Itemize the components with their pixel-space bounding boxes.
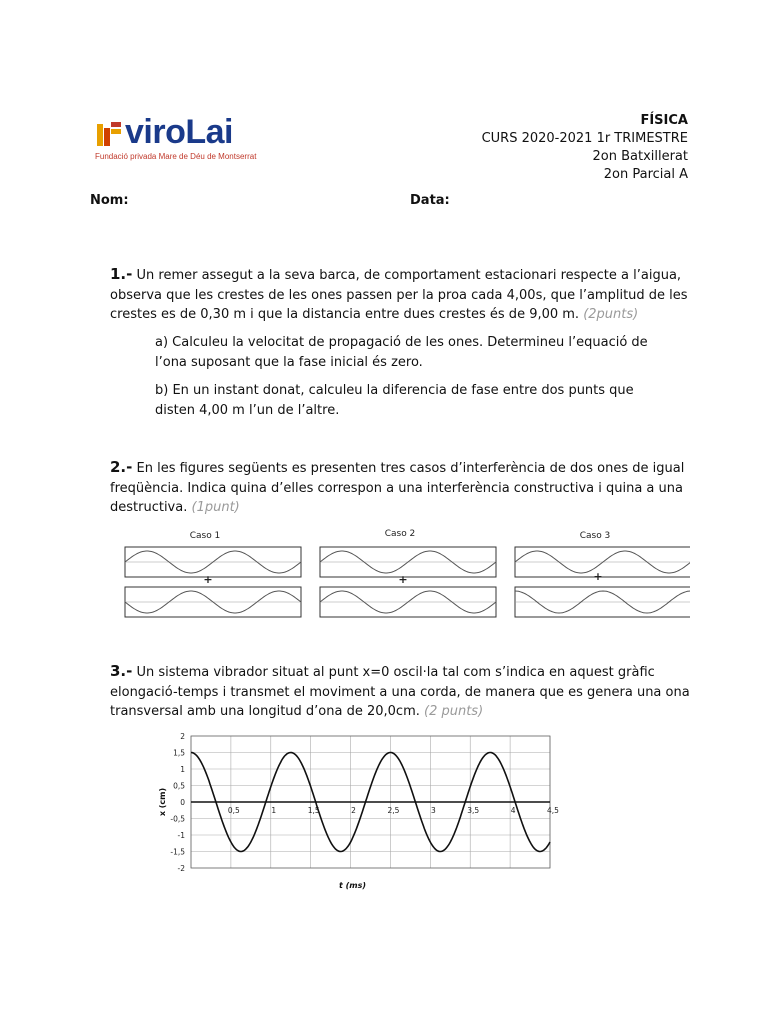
x-tick-label: 0,5: [227, 806, 240, 815]
x-tick-label: 4: [510, 806, 516, 815]
x-tick-label: 3: [430, 806, 436, 815]
x-tick-label: 4,5: [547, 806, 559, 815]
case-label: Caso 3: [579, 531, 611, 541]
question-3: [110, 662, 690, 722]
question-3-points: (2 punts): [424, 704, 484, 719]
course-label: CURS 2020-2021 1r TRIMESTRE: [481, 131, 688, 146]
plus-sign: +: [398, 573, 408, 586]
plus-sign: +: [593, 570, 603, 583]
logo-name: viroLai: [125, 113, 233, 151]
question-1a: a) Calculeu la velocitat de propagació de les ones. Determineu l’equació de l’ona suposant que la fase inicial és zero.: [155, 335, 648, 370]
question-3-text: Un sistema vibrador situat al punt x=0 oscil·la tal com s’indica en aquest gràfic elongació-temps i transmet el moviment a una corda, de manera que es genera una ona transversal amb una longitud d’ona de 20,0cm.: [110, 665, 690, 719]
y-tick-label: -2: [177, 864, 185, 873]
question-1-text: Un remer assegut a la seva barca, de comportament estacionari respecte a l’aigua, observa que les crestes de les ones passen per la proa cada 4,00s, que l’amplitud de les crestes es de 0,30 m i que la distancia entre dues crestes és de 9,00 m.: [110, 268, 688, 322]
question-2-number: 2.-: [110, 458, 133, 476]
date-field-label: Data:: [410, 193, 450, 208]
question-2-text: En les figures següents es presenten tres casos d’interferència de dos ones de igual freqüència. Indica quina d’elles correspon a una interferència constructiva i quina a una destructiva.: [110, 461, 685, 515]
level-label: 2on Batxillerat: [592, 149, 688, 164]
y-tick-label: 1,5: [173, 748, 185, 758]
logo-mark-icon: [95, 118, 123, 150]
question-3-number: 3.-: [110, 662, 133, 680]
question-2-points: (1punt): [191, 500, 240, 515]
case-label: Caso 2: [384, 529, 416, 539]
y-tick-label: -1,5: [170, 847, 185, 857]
subject-title: FÍSICA: [640, 113, 688, 128]
name-field-label: Nom:: [90, 193, 129, 208]
y-tick-label: -1: [177, 831, 185, 840]
y-tick-label: 2: [180, 732, 185, 741]
logo-subtitle: Fundació privada Mare de Déu de Montserrat: [95, 152, 257, 161]
y-tick-label: 0: [180, 798, 185, 807]
y-tick-label: -0,5: [170, 814, 185, 824]
x-tick-label: 1: [271, 806, 277, 815]
y-tick-label: 1: [180, 765, 185, 774]
question-2: [110, 458, 690, 518]
elongation-time-chart: [155, 728, 560, 893]
plus-sign: +: [203, 573, 213, 586]
school-logo: [95, 112, 285, 168]
exam-header: [482, 112, 688, 184]
x-tick-label: 1,5: [307, 806, 320, 815]
question-1-points: (2punts): [583, 307, 639, 322]
question-1: [110, 265, 690, 325]
x-axis-label: t (ms): [338, 881, 367, 890]
interference-figure: [110, 522, 690, 622]
x-tick-label: 2,5: [387, 806, 400, 815]
question-1-number: 1.-: [110, 265, 133, 283]
y-tick-label: 0,5: [173, 781, 185, 791]
x-tick-label: 3,5: [467, 806, 480, 815]
exam-label: 2on Parcial A: [603, 167, 688, 182]
case-label: Caso 1: [189, 531, 221, 541]
y-axis-label: x (cm): [158, 787, 167, 817]
x-tick-label: 2: [351, 806, 356, 815]
question-1b: b) En un instant donat, calculeu la diferencia de fase entre dos punts que disten 4,00 m l’un de l’altre.: [155, 383, 634, 418]
